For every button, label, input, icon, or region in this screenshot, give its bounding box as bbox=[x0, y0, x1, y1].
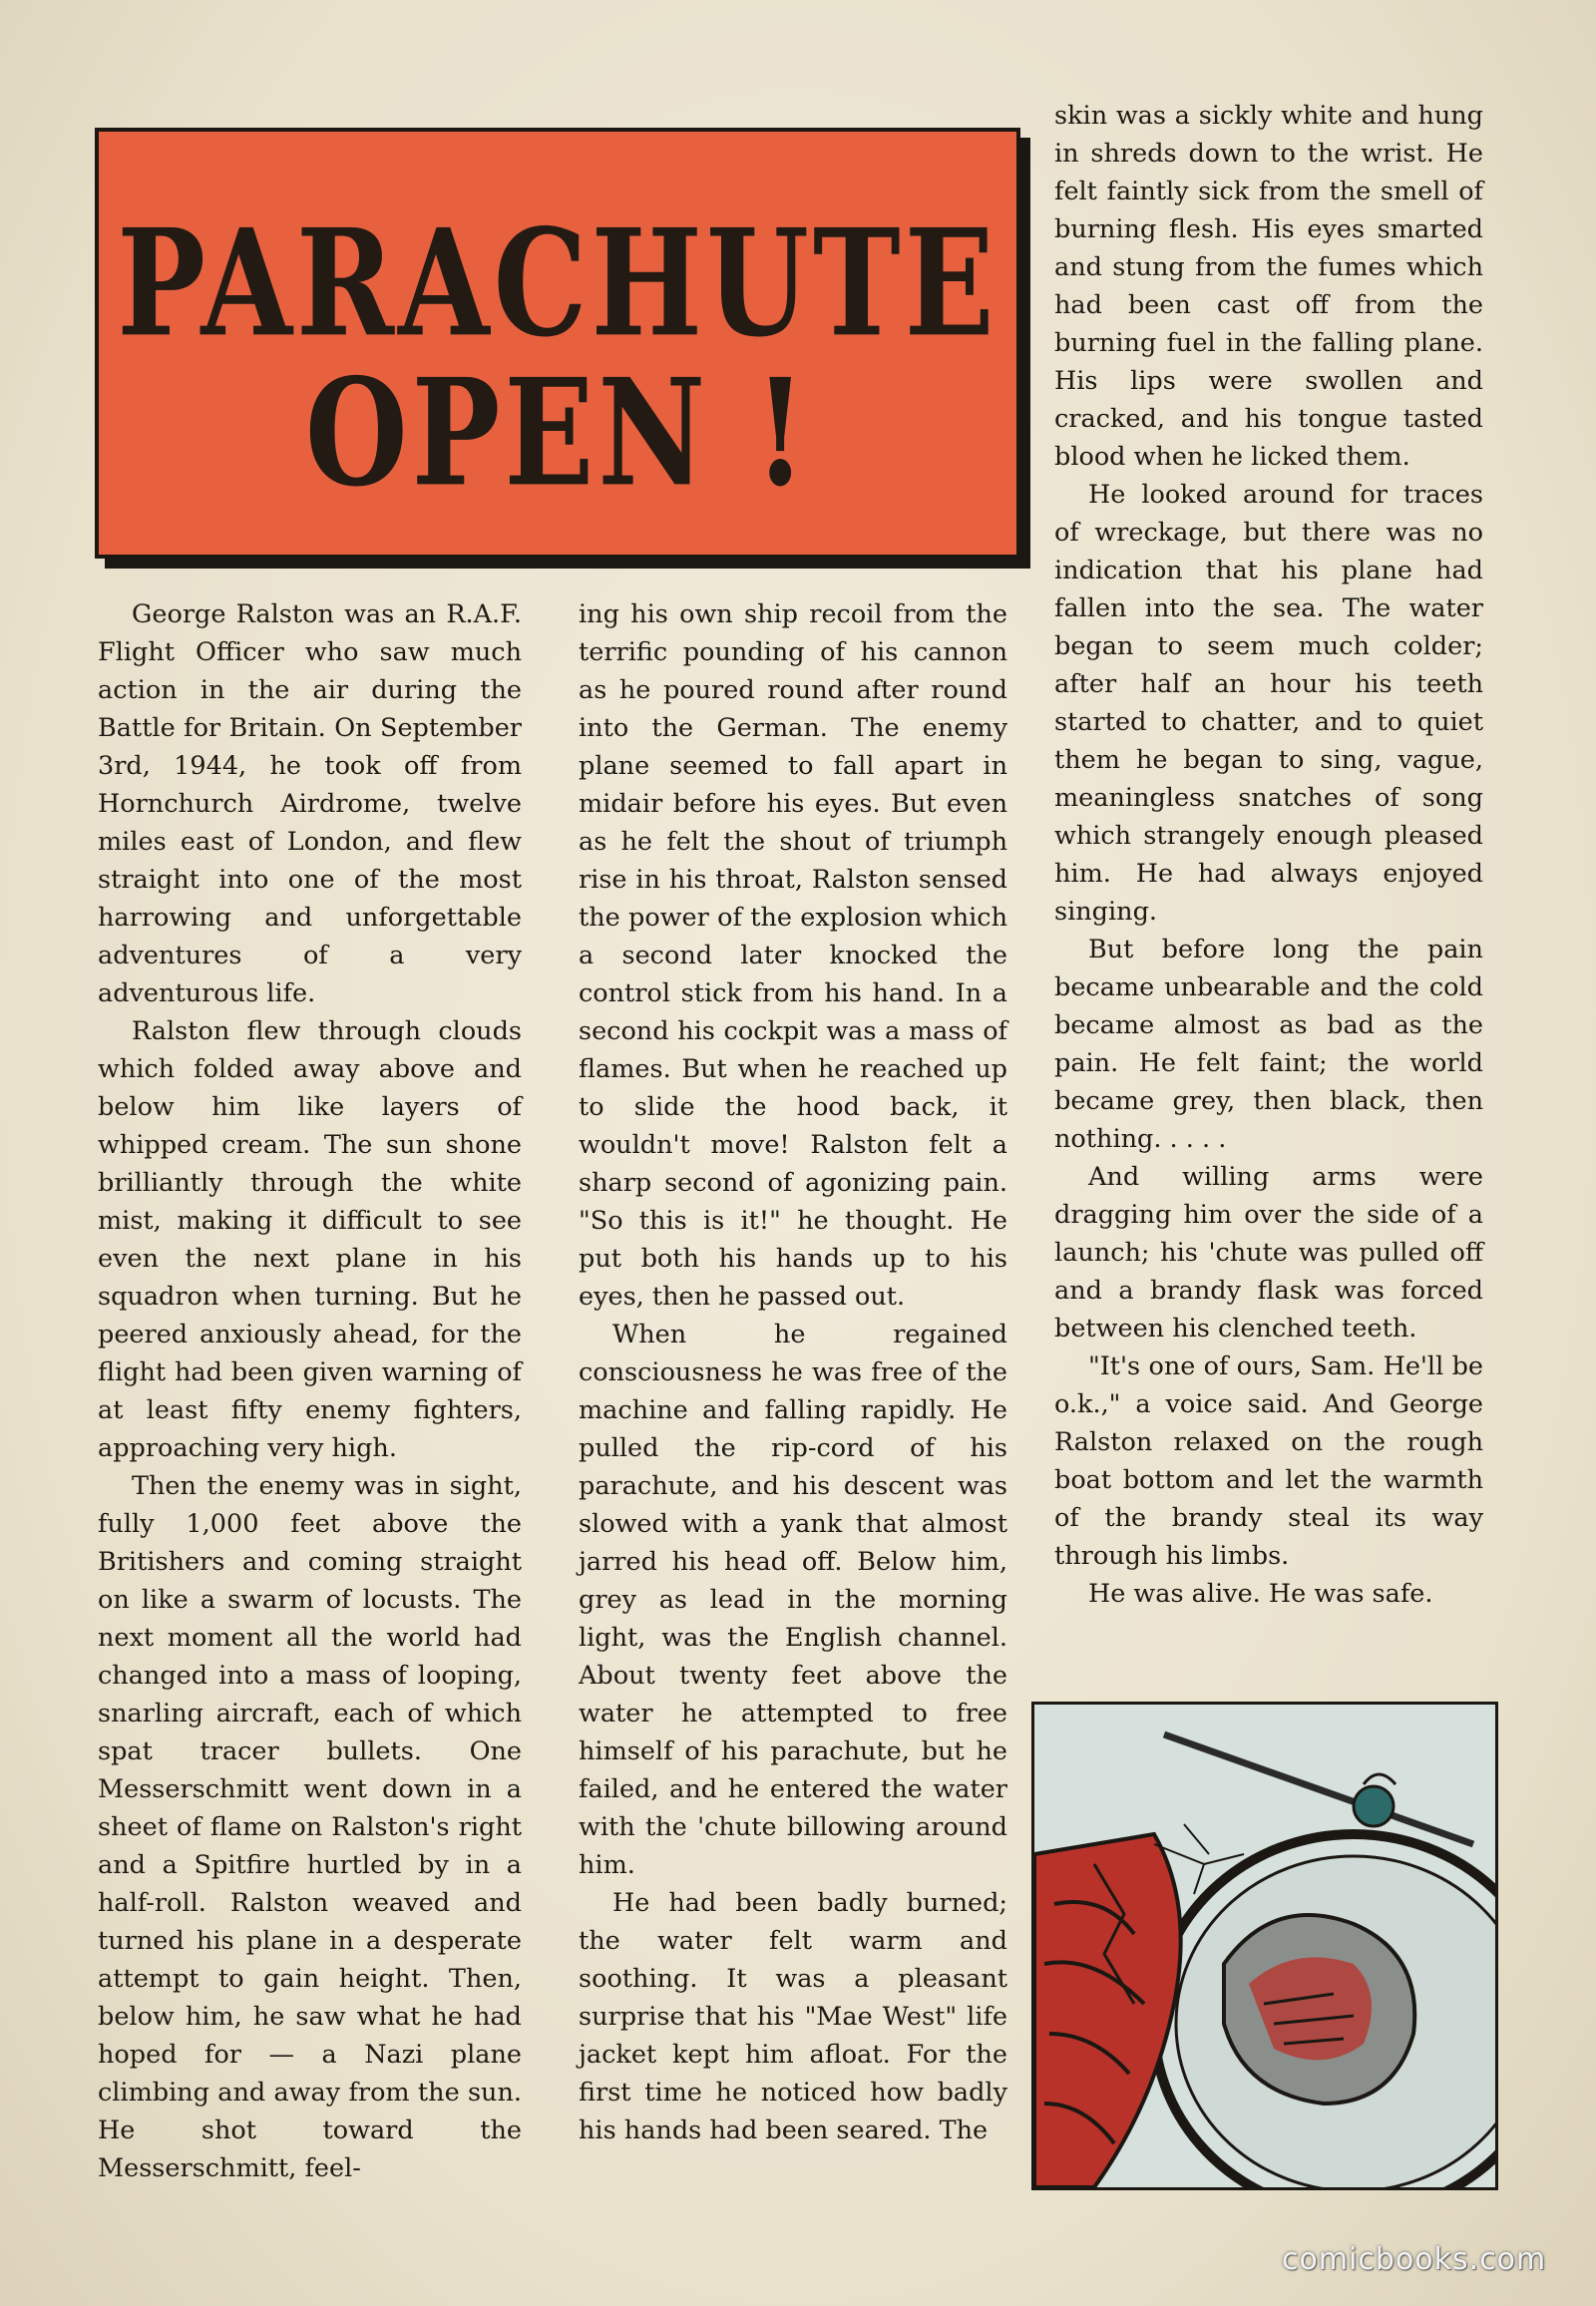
title-line-2: OPEN ! bbox=[304, 345, 811, 520]
cockpit-drawing bbox=[1034, 1705, 1495, 2187]
story-column-3 bbox=[1054, 97, 1483, 1613]
story-paragraph: He was alive. He was safe. bbox=[1088, 1579, 1433, 1609]
story-paragraph: George Ralston was an R.A.F. Flight Officer who saw much action in the air during the Battle for Britain. On September 3rd, 1944, he took off from Hornchurch Airdrome, twelve miles east of London, and flew straight into one of the most harrowing and unforgettable adventures of a very adventurous life. bbox=[98, 599, 522, 1008]
story-paragraph: When he regained consciousness he was free of the machine and falling rapidly. He pulled the rip-cord of his parachute, and his descent was slowed with a yank that almost jarred his head off. Below him, grey as lead in the morning light, was the English channel. About twenty feet above the water he attempted to free himself of his parachute, but he failed, and he entered the water with the 'chute billowing around him. bbox=[579, 1320, 1007, 1880]
title-banner bbox=[95, 128, 1020, 559]
story-paragraph: He had been badly burned; the water felt warm and soothing. It was a pleasant surprise that his "Mae West" life jacket kept him afloat. For the first time he noticed how badly his hands had been seared. The bbox=[579, 1888, 1007, 2145]
story-paragraph: But before long the pain became unbearable and the cold became almost as bad as the pain. He felt faint; the world became grey, then black, then nothing. . . . . bbox=[1054, 935, 1483, 1154]
title-line-1: PARACHUTE bbox=[117, 195, 998, 370]
story-paragraph: Ralston flew through clouds which folded away above and below him like layers of whipped cream. The sun shone brilliantly through the white mist, making it difficult to see even the next plane in his squadron when turning. But he peered anxiously ahead, for the flight had been given warning of at least fifty enemy fighters, approaching very high. bbox=[98, 1016, 522, 1463]
story-paragraph: "It's one of ours, Sam. He'll be o.k.," a voice said. And George Ralston relaxed on the rough boat bottom and let the warmth of the brandy steal its way through his limbs. bbox=[1054, 1351, 1483, 1571]
story-paragraph: skin was a sickly white and hung in shreds down to the wrist. He felt faintly sick from the smell of burning flesh. His eyes smarted and stung from the fumes which had been cast off from the burning fuel in the falling plane. His lips were swollen and cracked, and his tongue tasted blood when he licked them. bbox=[1054, 101, 1483, 472]
story-paragraph: ing his own ship recoil from the terrific pounding of his cannon as he poured round after round into the German. The enemy plane seemed to fall apart in midair before his eyes. But even as he felt the shout of triumph rise in his throat, Ralston sensed the power of the explosion which a second later knocked the control stick from his hand. In a second his cockpit was a mass of flames. But when he reached up to slide the hood back, it wouldn't move! Ralston felt a sharp second of agonizing pain. "So this is it!" he thought. He put both his hands up to his eyes, then he passed out. bbox=[579, 599, 1007, 1312]
watermark: comicbooks.com bbox=[1282, 2242, 1547, 2277]
story-paragraph: And willing arms were dragging him over the side of a launch; his 'chute was pulled off and a brandy flask was forced between his clenched teeth. bbox=[1054, 1162, 1483, 1344]
story-column-2 bbox=[579, 595, 1007, 2149]
story-paragraph: He looked around for traces of wreckage, but there was no indication that his plane had fallen into the sea. The water began to seem much colder; after half an hour his teeth started to chatter, and to quiet them he began to sing, vague, meaningless snatches of song which strangely enough pleased him. He had always enjoyed singing. bbox=[1054, 480, 1483, 927]
story-paragraph: Then the enemy was in sight, fully 1,000 feet above the Britishers and coming straight on like a swarm of locusts. The next moment all the world had changed into a mass of looping, snarling aircraft, each of which spat tracer bullets. One Messerschmitt went down in a sheet of flame on Ralston's right and a Spitfire hurtled by in a half-roll. Ralston weaved and turned his plane in a desperate attempt to gain height. Then, below him, he saw what he had hoped for — a Nazi plane climbing and away from the sun. He shot toward the Messerschmitt, feel- bbox=[98, 1471, 522, 2183]
cockpit-illustration bbox=[1031, 1702, 1498, 2190]
story-column-1 bbox=[98, 595, 522, 2187]
